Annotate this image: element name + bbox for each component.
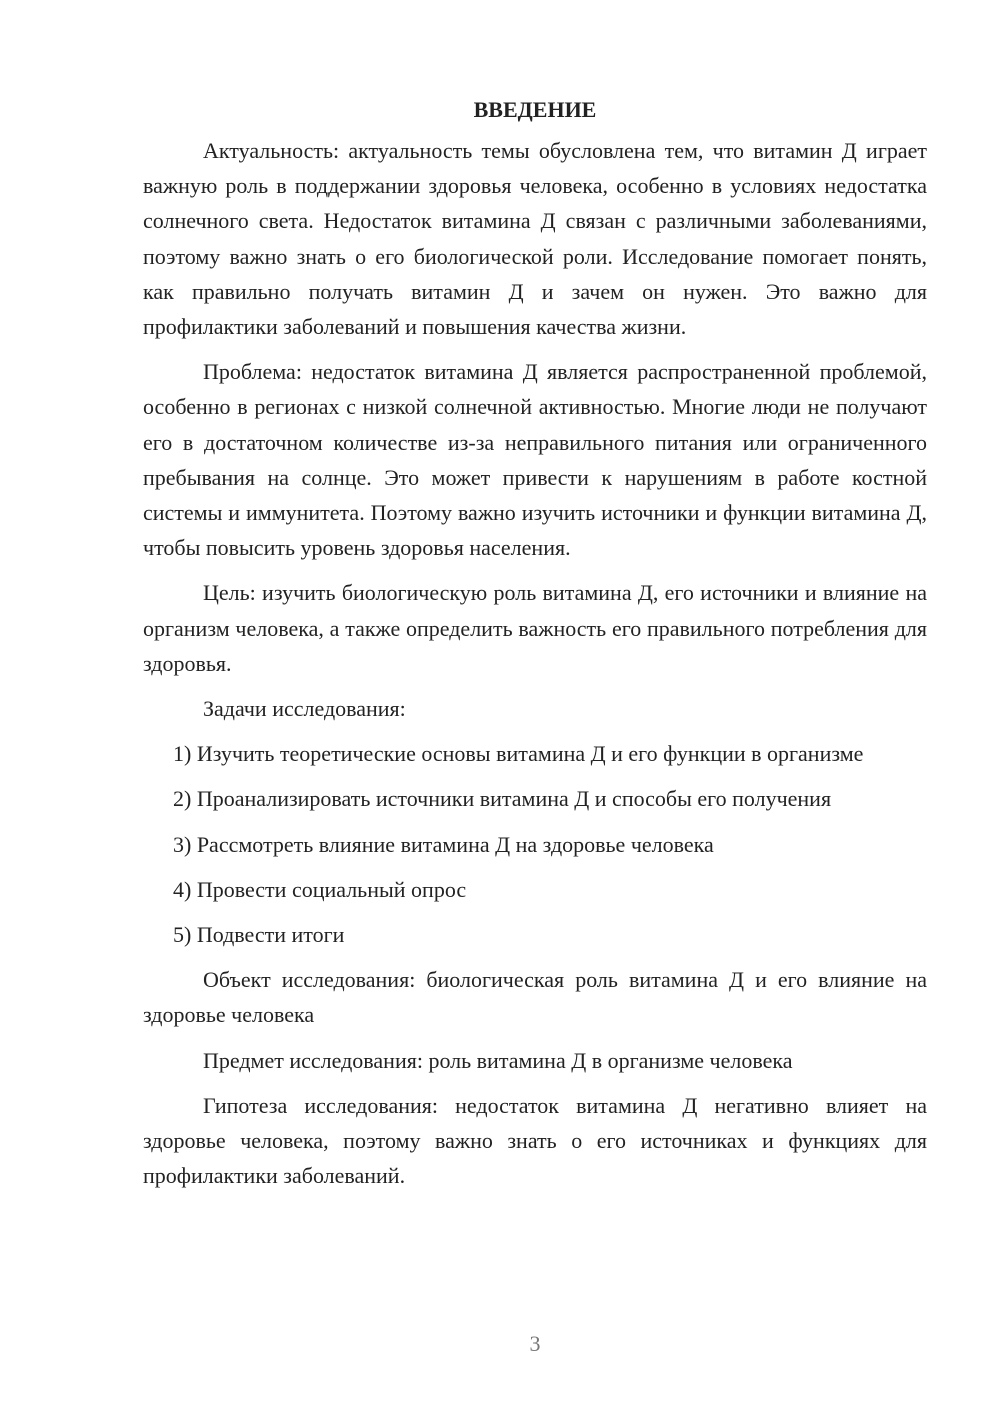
subject-paragraph: Предмет исследования: роль витамина Д в организме человека	[203, 1047, 793, 1073]
task-item-3: 3) Рассмотреть влияние витамина Д на здоровье человека	[173, 831, 714, 857]
object-paragraph: Объект исследования: биологическая роль витамина Д и его влияние на здоровье человека	[143, 967, 927, 1028]
hypothesis-paragraph: Гипотеза исследования: недостаток витамина Д негативно влияет на здоровье человека, поэтому важно знать о его источниках и функциях для профилактики заболеваний.	[143, 1092, 927, 1189]
goal-paragraph: Цель: изучить биологическую роль витамина Д, его источники и влияние на организм человека, а также определить важность его правильного потребления для здоровья.	[143, 580, 927, 676]
page-content	[143, 92, 927, 1203]
problem-paragraph: Проблема: недостаток витамина Д является распространенной проблемой, особенно в регионах с низкой солнечной активностью. Многие люди не получают его в достаточном количестве из-за неправильного питания или ограниченного пребывания на солнце. Это может привести к нарушениям в работе костной системы и иммунитета. Поэтому важно изучить источники и функции витамина Д, чтобы повысить уровень здоровья населения.	[143, 359, 927, 561]
task-item-4: 4) Провести социальный опрос	[173, 876, 467, 902]
relevance-paragraph: Актуальность: актуальность темы обусловлена тем, что витамин Д играет важную роль в поддержании здоровья человека, особенно в условиях недостатка солнечного света. Недостаток витамина Д связан с различными заболеваниями, поэтому важно знать о его биологической роли. Исследование помогает понять, как правильно получать витамин Д и зачем он нужен. Это важно для профилактики заболеваний и повышения качества жизни.	[143, 138, 927, 340]
page-number: 3	[529, 1331, 541, 1356]
tasks-heading: Задачи исследования:	[203, 696, 406, 722]
section-title: ВВЕДЕНИЕ	[473, 97, 597, 122]
task-item-1: 1) Изучить теоретические основы витамина Д и его функции в организме	[173, 741, 864, 767]
task-item-5: 5) Подвести итоги	[173, 922, 345, 948]
task-item-2: 2) Проанализировать источники витамина Д и способы его получения	[173, 786, 832, 812]
